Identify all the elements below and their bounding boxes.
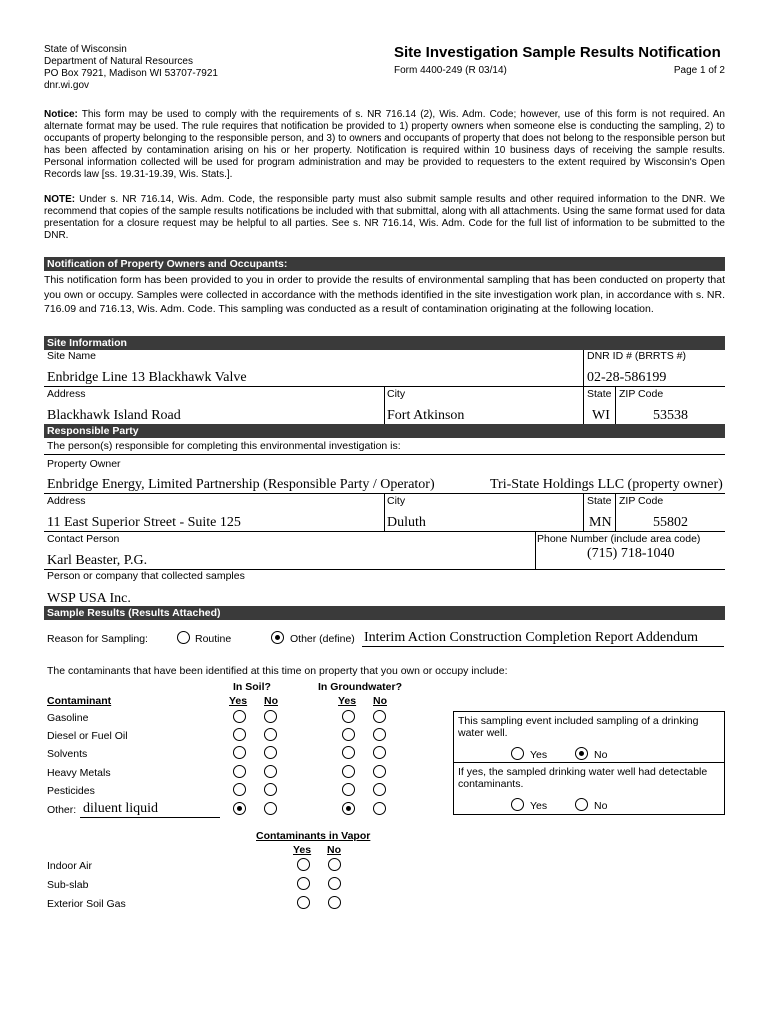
site-state-value[interactable]: WI — [592, 408, 610, 423]
rp-state-label: State — [587, 495, 612, 507]
section-sample-results: Sample Results (Results Attached) — [44, 606, 725, 620]
soil-gas-no[interactable] — [328, 896, 341, 909]
note-label: NOTE: — [44, 194, 76, 205]
form-number: Form 4400-249 (R 03/14) — [394, 65, 507, 76]
routine-label: Routine — [195, 633, 232, 645]
note-paragraph — [44, 194, 725, 242]
rp-city-label: City — [387, 495, 406, 507]
reason-label: Reason for Sampling: — [47, 633, 148, 645]
responsible-intro: The person(s) responsible for completing this environmental investigation is: — [47, 440, 401, 452]
rp-address-label: Address — [47, 495, 86, 507]
row-label-gasoline: Gasoline — [47, 712, 89, 724]
pesticides-soil-yes[interactable] — [233, 783, 246, 796]
rp-state-value[interactable]: MN — [589, 515, 612, 530]
pesticides-gw-no[interactable] — [373, 783, 386, 796]
agency-website: dnr.wi.gov — [44, 80, 90, 91]
metals-soil-no[interactable] — [264, 765, 277, 778]
agency-state: State of Wisconsin — [44, 44, 127, 55]
contact-person-label: Contact Person — [47, 533, 120, 545]
section-notification: Notification of Property Owners and Occupants: — [44, 257, 725, 271]
phone-label: Phone Number (include area code) — [537, 533, 701, 545]
site-city-value[interactable]: Fort Atkinson — [387, 408, 465, 423]
site-city-label: City — [387, 388, 406, 400]
detectable-box — [453, 763, 725, 815]
metals-gw-yes[interactable] — [342, 765, 355, 778]
rp-zip-value[interactable]: 55802 — [653, 515, 688, 530]
drinking-no-radio[interactable] — [575, 747, 588, 760]
detectable-yes-radio[interactable] — [511, 798, 524, 811]
site-state-label: State — [587, 388, 612, 400]
vapor-sub-slab: Sub-slab — [47, 879, 89, 891]
property-owner-label: Property Owner — [47, 458, 121, 470]
other-soil-no[interactable] — [264, 802, 277, 815]
drinking-no-label: No — [594, 749, 608, 761]
row-label-pesticides: Pesticides — [47, 785, 95, 797]
metals-gw-no[interactable] — [373, 765, 386, 778]
section-responsible-party: Responsible Party — [44, 424, 725, 438]
row-label-solvents: Solvents — [47, 748, 88, 760]
pesticides-soil-no[interactable] — [264, 783, 277, 796]
detectable-no-radio[interactable] — [575, 798, 588, 811]
vapor-header: Contaminants in Vapor — [256, 830, 371, 842]
site-address-value[interactable]: Blackhawk Island Road — [47, 408, 181, 423]
row-label-heavy-metals: Heavy Metals — [47, 767, 111, 779]
notification-text: This notification form has been provided to you in order to provide the results of environmental sampling that has been conducted on property that you own or occupy. Samples were collected in accordance with the methods identified in the site investigation work plan, in accordance with s. NR. 716.09 and 716.13, Wis. Adm. Code. This sampling was conducted as a result of contamination originating at the following location. — [44, 274, 725, 315]
rp-address-value[interactable]: 11 East Superior Street - Suite 125 — [47, 515, 241, 530]
agency-block — [44, 44, 218, 92]
solvents-soil-yes[interactable] — [233, 746, 246, 759]
site-zip-label: ZIP Code — [619, 388, 664, 400]
diesel-soil-no[interactable] — [264, 728, 277, 741]
rp-zip-label: ZIP Code — [619, 495, 664, 507]
other-contaminant-value[interactable]: diluent liquid — [83, 801, 159, 816]
site-address-label: Address — [47, 388, 86, 400]
collector-value[interactable]: WSP USA Inc. — [47, 591, 131, 606]
drinking-yes-radio[interactable] — [511, 747, 524, 760]
diesel-soil-yes[interactable] — [233, 728, 246, 741]
pesticides-gw-yes[interactable] — [342, 783, 355, 796]
indoor-air-no[interactable] — [328, 858, 341, 871]
detectable-yes-label: Yes — [530, 800, 548, 812]
routine-radio[interactable] — [177, 631, 190, 644]
collector-label: Person or company that collected samples — [47, 570, 245, 582]
sub-slab-no[interactable] — [328, 877, 341, 890]
drinking-yes-label: Yes — [530, 749, 548, 761]
gasoline-soil-yes[interactable] — [233, 710, 246, 723]
contaminants-intro: The contaminants that have been identified at this time on property that you own or occupy include: — [47, 665, 508, 677]
contaminant-header: Contaminant — [47, 695, 112, 707]
contact-person-value[interactable]: Karl Beaster, P.G. — [47, 553, 148, 568]
solvents-gw-yes[interactable] — [342, 746, 355, 759]
diesel-gw-yes[interactable] — [342, 728, 355, 741]
in-groundwater-header: In Groundwater? — [318, 681, 402, 693]
note-text: Under s. NR 716.14, Wis. Adm. Code, the responsible party must also submit sample results and other required information to the DNR. We recommend that copies of the sample results notifications be included with that submittal, along with all attachments. Using the same format used for data presentation for a closure request may be helpful to all parties. See s. NR 716.14, Wis. Adm. Code for the full list of information to be submitted to the DNR. — [44, 194, 725, 241]
notice-label: Notice: — [44, 109, 78, 120]
site-name-label: Site Name — [47, 350, 97, 362]
gw-no-header: No — [373, 695, 387, 707]
rp-city-value[interactable]: Duluth — [387, 515, 426, 530]
sub-slab-yes[interactable] — [297, 877, 310, 890]
gasoline-gw-yes[interactable] — [342, 710, 355, 723]
other-gw-no[interactable] — [373, 802, 386, 815]
dnr-id-label: DNR ID # (BRRTS #) — [587, 350, 686, 362]
agency-department: Department of Natural Resources — [44, 56, 193, 67]
phone-value[interactable]: (715) 718-1040 — [587, 546, 675, 561]
metals-soil-yes[interactable] — [233, 765, 246, 778]
form-title: Site Investigation Sample Results Notification — [394, 44, 721, 61]
other-reason-radio[interactable] — [271, 631, 284, 644]
other-reason-label: Other (define) — [290, 633, 355, 645]
row-label-diesel: Diesel or Fuel Oil — [47, 730, 128, 742]
diesel-gw-no[interactable] — [373, 728, 386, 741]
drinking-water-question: This sampling event included sampling of a drinking water well. — [458, 715, 699, 739]
gw-yes-header: Yes — [338, 695, 357, 707]
drinking-water-box — [453, 711, 725, 763]
site-zip-value[interactable]: 53538 — [653, 408, 688, 423]
soil-gas-yes[interactable] — [297, 896, 310, 909]
site-name-value[interactable]: Enbridge Line 13 Blackhawk Valve — [47, 370, 247, 385]
gasoline-gw-no[interactable] — [373, 710, 386, 723]
agency-address: PO Box 7921, Madison WI 53707-7921 — [44, 68, 218, 79]
dnr-id-value[interactable]: 02-28-586199 — [587, 370, 667, 385]
in-soil-header: In Soil? — [233, 681, 271, 693]
page-number: Page 1 of 2 — [673, 65, 725, 76]
gasoline-soil-no[interactable] — [264, 710, 277, 723]
indoor-air-yes[interactable] — [297, 858, 310, 871]
property-owner-value[interactable]: Enbridge Energy, Limited Partnership (Responsible Party / Operator) — [47, 477, 435, 492]
row-label-other: Other: — [47, 804, 77, 816]
vapor-indoor-air: Indoor Air — [47, 860, 92, 872]
other-reason-value[interactable]: Interim Action Construction Completion Report Addendum — [364, 630, 699, 645]
solvents-gw-no[interactable] — [373, 746, 386, 759]
detectable-no-label: No — [594, 800, 608, 812]
section-site-information: Site Information — [44, 336, 725, 350]
notice-paragraph — [44, 109, 725, 181]
soil-no-header: No — [264, 695, 278, 707]
vapor-yes-header: Yes — [293, 844, 312, 856]
solvents-soil-no[interactable] — [264, 746, 277, 759]
other-gw-yes[interactable] — [342, 802, 355, 815]
vapor-no-header: No — [327, 844, 341, 856]
property-owner-value-2[interactable]: Tri-State Holdings LLC (property owner) — [490, 477, 723, 492]
soil-yes-header: Yes — [229, 695, 248, 707]
other-soil-yes[interactable] — [233, 802, 246, 815]
detectable-question: If yes, the sampled drinking water well had detectable contaminants. — [458, 766, 708, 790]
notice-text: This form may be used to comply with the requirements of s. NR 716.14 (2), Wis. Adm. Code; however, use of this form is not required. An alternate format may be used. The rule requires that notification be provided to 1) property owners when someone else is conducting the sampling, 2) to occupants of property belonging to the responsible person, and 3) to owners and occupants of property that does not belong to the responsible person but has been affected by contamination arising on his or her property. Notification is required within 10 business days of receiving the sample results. Personal information collected will be used for program administration and may be provided to requesters to the extent required by Wisconsin's Open Records law [ss. 19.31-19.39, Wis. Stats.]. — [44, 109, 726, 180]
vapor-exterior-soil-gas: Exterior Soil Gas — [47, 898, 126, 910]
